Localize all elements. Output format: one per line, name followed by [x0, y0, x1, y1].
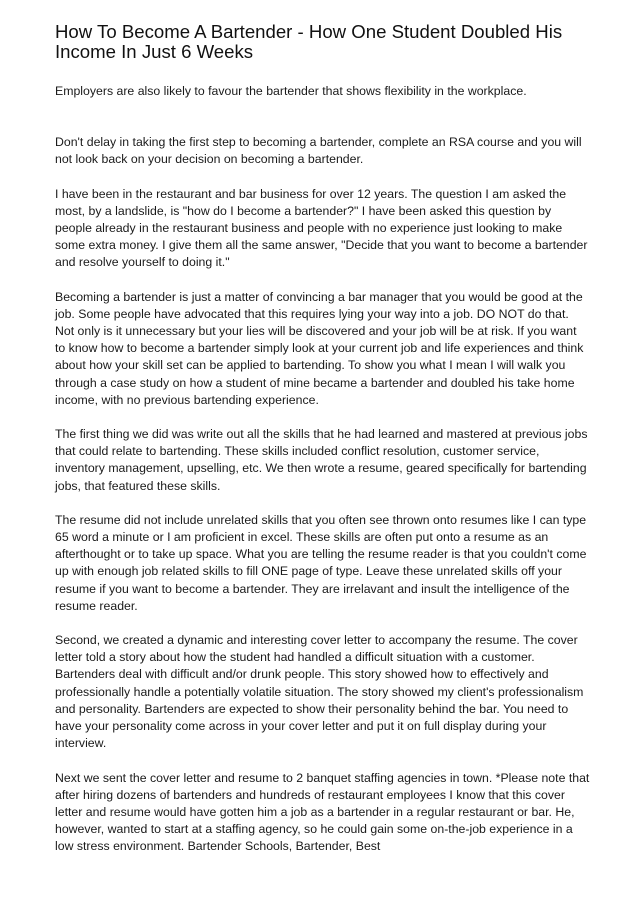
paragraph-8: Next we sent the cover letter and resume to 2 banquet staffing agencies in town. *Please note that after hiring dozens of bartenders and hundreds of restaurant employees I know that this cover letter and resume would have gotten him a job as a bartender in a regular restaurant or bar. He, however, wanted to start at a staffing agency, so he could gain some on-the-job experience in a low stress environment. Bartender Schools, Bartender, Best	[55, 770, 590, 854]
paragraph-4: Becoming a bartender is just a matter of convincing a bar manager that you would be good at the job. Some people have advocated that this requires lying your way into a job. DO NOT do that. Not only is it unnecessary but your lies will be discovered and your job will be at risk. If you want to know how to become a bartender simply look at your current job and life experiences and think about how your skill set can be applied to bartending. To show you what I mean I will walk you through a case study on how a student of mine became a bartender and doubled his take home income, with no previous bartending experience.	[55, 289, 584, 407]
paragraph-6: The resume did not include unrelated skills that you often see thrown onto resumes like I can type 65 word a minute or I am proficient in excel. These skills are often put onto a resume as an afterthought or to take up space. What you are telling the resume reader is that you couldn't come up with enough job related skills to fill ONE page of type. Leave these unrelated skills off your resume if you want to become a bartender. They are irrelavant and insult the intelligence of the resume reader.	[55, 512, 587, 613]
document-title: How To Become A Bartender - How One Student Doubled His Income In Just 6 Weeks	[55, 21, 563, 62]
paragraph-7: Second, we created a dynamic and interesting cover letter to accompany the resume. The cover letter told a story about how the student had handled a difficult situation with a customer. Bartenders deal with difficult and/or drunk people. This story showed how to effectively and professionally handle a potentially volatile situation. The story showed my client's professionalism and personality. Bartenders are expected to show their personality behind the bar. You need to have your personality come across in your cover letter and put it on full display during your interview.	[55, 633, 584, 751]
paragraph-2: Don't delay in taking the first step to becoming a bartender, complete an RSA course and you will not look back on your decision on becoming a bartender.	[55, 135, 582, 167]
paragraph-3: I have been in the restaurant and bar business for over 12 years. The question I am asked the most, by a landslide, is "how do I become a bartender?" I have been asked this question by people already in the restaurant business and people with no experience just looking to make some extra money. I give them all the same answer, "Decide that you want to become a bartender and resolve yourself to doing it."	[55, 186, 588, 270]
paragraph-1: Employers are also likely to favour the bartender that shows flexibility in the workplace.	[55, 84, 527, 98]
document-page	[55, 22, 590, 873]
paragraph-5: The first thing we did was write out all the skills that he had learned and mastered at previous jobs that could relate to bartending. These skills included conflict resolution, customer service, inventory management, upselling, etc. We then wrote a resume, geared specifically for bartending jobs, that featured these skills.	[55, 427, 588, 493]
